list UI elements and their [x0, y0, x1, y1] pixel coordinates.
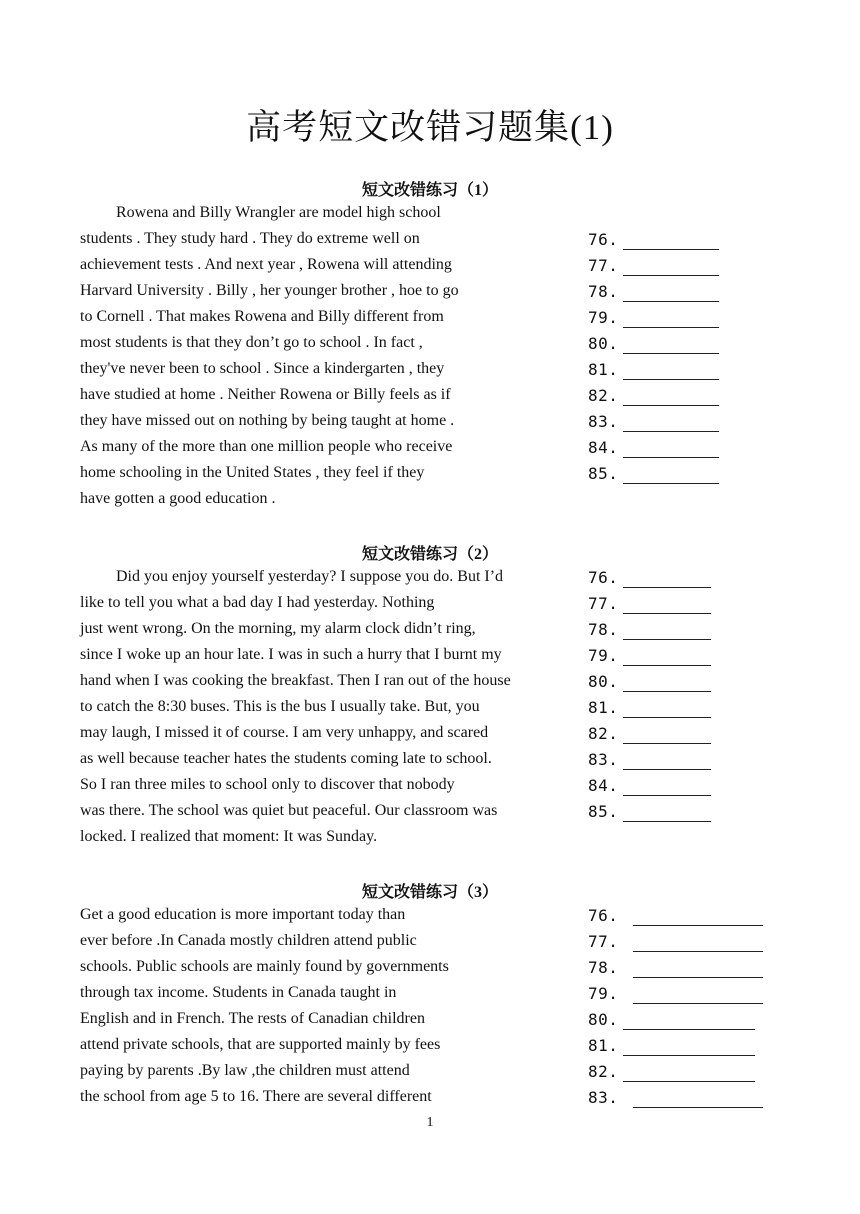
- answer-number: 85.: [588, 802, 619, 821]
- answer-number: 79.: [588, 984, 619, 1003]
- answer-blank[interactable]: [633, 977, 763, 978]
- answer-blank[interactable]: [623, 327, 719, 328]
- answer-number: 82.: [588, 386, 619, 405]
- section-heading: 短文改错练习（3）: [361, 884, 498, 901]
- passage-line: English and in French. The rests of Canadian children: [80, 1010, 425, 1027]
- answer-number: 77.: [588, 932, 619, 951]
- passage-line: may laugh, I missed it of course. I am very unhappy, and scared: [80, 724, 489, 741]
- answer-number: 76.: [588, 906, 619, 925]
- passage-line: ever before .In Canada mostly children attend public: [80, 932, 417, 949]
- answer-number: 81.: [588, 1036, 619, 1055]
- answer-number: 80.: [588, 1010, 619, 1029]
- answer-blank[interactable]: [623, 431, 719, 432]
- passage-line: the school from age 5 to 16. There are several different: [80, 1088, 432, 1105]
- page-title: 高考短文改错习题集(1): [246, 108, 614, 147]
- answer-number: 79.: [588, 646, 619, 665]
- passage-line: locked. I realized that moment: It was Sunday.: [80, 828, 378, 845]
- answer-blank[interactable]: [623, 1055, 755, 1056]
- answer-blank[interactable]: [623, 769, 711, 770]
- answer-number: 83.: [588, 750, 619, 769]
- passage-line: to catch the 8:30 buses. This is the bus I usually take. But, you: [80, 698, 480, 715]
- passage-line: Did you enjoy yourself yesterday? I suppose you do. But I’d: [116, 568, 504, 585]
- answer-number: 81.: [588, 698, 619, 717]
- answer-number: 79.: [588, 308, 619, 327]
- answer-number: 78.: [588, 620, 619, 639]
- answer-blank[interactable]: [623, 821, 711, 822]
- passage-line: they've never been to school . Since a kindergarten , they: [80, 360, 445, 377]
- answer-blank[interactable]: [623, 457, 719, 458]
- passage-line: students . They study hard . They do extreme well on: [80, 230, 420, 247]
- answer-blank[interactable]: [633, 925, 763, 926]
- answer-number: 78.: [588, 958, 619, 977]
- passage-line: schools. Public schools are mainly found by governments: [80, 958, 449, 975]
- answer-number: 80.: [588, 334, 619, 353]
- passage-line: as well because teacher hates the students coming late to school.: [80, 750, 492, 767]
- section-heading: 短文改错练习（2）: [361, 546, 498, 563]
- answer-number: 76.: [588, 230, 619, 249]
- answer-blank[interactable]: [623, 405, 719, 406]
- passage-line: through tax income. Students in Canada taught in: [80, 984, 397, 1001]
- answer-number: 84.: [588, 776, 619, 795]
- passage-line: to Cornell . That makes Rowena and Billy different from: [80, 308, 444, 325]
- answer-blank[interactable]: [623, 639, 711, 640]
- answer-blank[interactable]: [623, 353, 719, 354]
- answer-blank[interactable]: [623, 691, 711, 692]
- answer-number: 76.: [588, 568, 619, 587]
- answer-blank[interactable]: [623, 1029, 755, 1030]
- passage-line: As many of the more than one million people who receive: [80, 438, 453, 455]
- answer-number: 83.: [588, 1088, 619, 1107]
- answer-blank[interactable]: [623, 275, 719, 276]
- answer-blank[interactable]: [623, 483, 719, 484]
- answer-number: 82.: [588, 1062, 619, 1081]
- passage-line: attend private schools, that are supported mainly by fees: [80, 1036, 441, 1053]
- answer-blank[interactable]: [623, 379, 719, 380]
- answer-number: 77.: [588, 256, 619, 275]
- passage-line: just went wrong. On the morning, my alarm clock didn’t ring,: [80, 620, 476, 637]
- answer-blank[interactable]: [633, 1107, 763, 1108]
- answer-blank[interactable]: [623, 717, 711, 718]
- section-heading: 短文改错练习（1）: [361, 182, 498, 199]
- answer-blank[interactable]: [623, 1081, 755, 1082]
- answer-blank[interactable]: [623, 587, 711, 588]
- passage-line: paying by parents .By law ,the children must attend: [80, 1062, 410, 1079]
- passage-line: achievement tests . And next year , Rowena will attending: [80, 256, 452, 273]
- passage-line: they have missed out on nothing by being taught at home .: [80, 412, 455, 429]
- passage-line: hand when I was cooking the breakfast. Then I ran out of the house: [80, 672, 511, 689]
- answer-blank[interactable]: [623, 613, 711, 614]
- passage-line: was there. The school was quiet but peaceful. Our classroom was: [80, 802, 498, 819]
- passage-line: Get a good education is more important today than: [80, 906, 406, 923]
- answer-number: 83.: [588, 412, 619, 431]
- passage-line: since I woke up an hour late. I was in such a hurry that I burnt my: [80, 646, 502, 663]
- passage-line: Rowena and Billy Wrangler are model high school: [116, 204, 441, 221]
- answer-blank[interactable]: [623, 665, 711, 666]
- answer-blank[interactable]: [623, 249, 719, 250]
- passage-line: most students is that they don’t go to school . In fact ,: [80, 334, 423, 351]
- answer-number: 82.: [588, 724, 619, 743]
- answer-blank[interactable]: [623, 795, 711, 796]
- answer-number: 81.: [588, 360, 619, 379]
- answer-blank[interactable]: [623, 743, 711, 744]
- passage-line: Harvard University . Billy , her younger brother , hoe to go: [80, 282, 459, 299]
- answer-blank[interactable]: [633, 951, 763, 952]
- answer-blank[interactable]: [623, 301, 719, 302]
- answer-number: 77.: [588, 594, 619, 613]
- answer-number: 84.: [588, 438, 619, 457]
- answer-number: 78.: [588, 282, 619, 301]
- answer-number: 85.: [588, 464, 619, 483]
- passage-line: home schooling in the United States , they feel if they: [80, 464, 425, 481]
- answer-number: 80.: [588, 672, 619, 691]
- page-number: 1: [426, 1115, 434, 1130]
- passage-line: So I ran three miles to school only to discover that nobody: [80, 776, 455, 793]
- passage-line: have studied at home . Neither Rowena or Billy feels as if: [80, 386, 451, 403]
- passage-line: like to tell you what a bad day I had yesterday. Nothing: [80, 594, 435, 611]
- answer-blank[interactable]: [633, 1003, 763, 1004]
- passage-line: have gotten a good education .: [80, 490, 276, 507]
